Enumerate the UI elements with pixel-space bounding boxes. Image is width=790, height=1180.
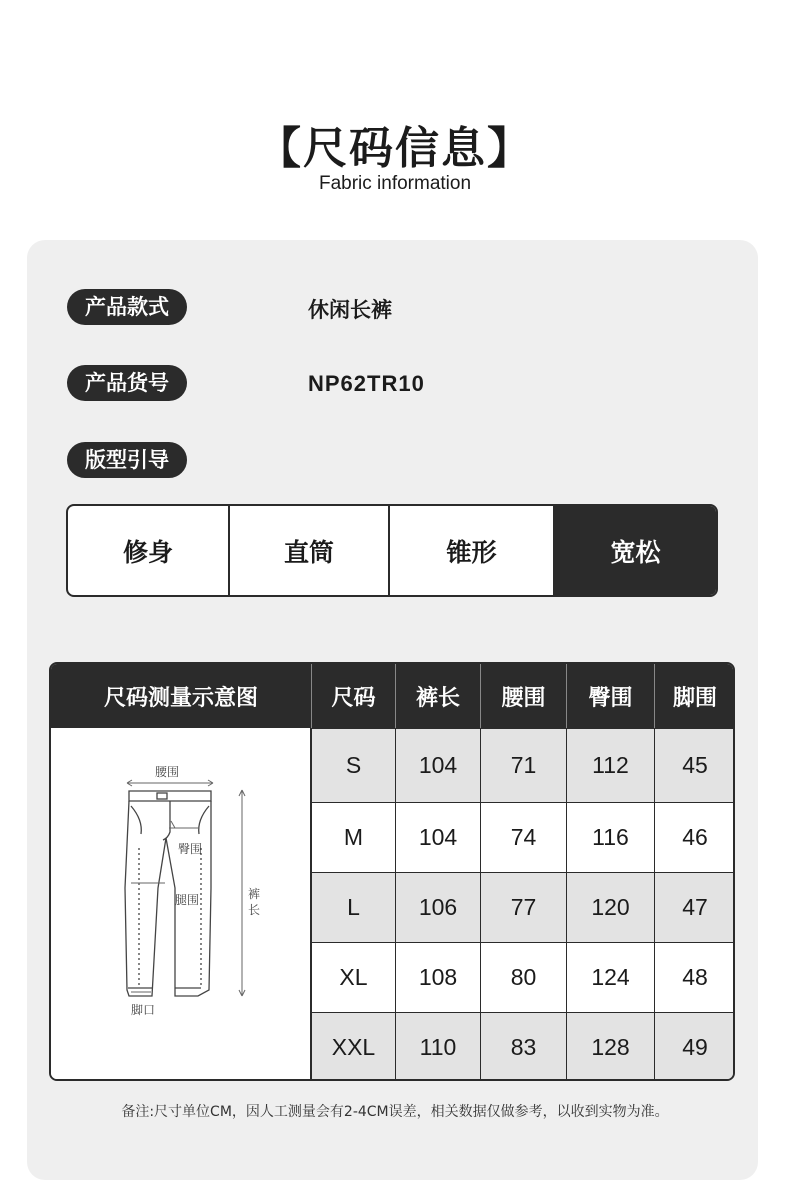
fit-option-tapered[interactable]: 锥形: [390, 506, 555, 595]
fit-option-slim[interactable]: 修身: [68, 506, 230, 595]
table-cell: M: [311, 802, 395, 872]
label-hip: 臀围: [178, 842, 203, 856]
table-cell: 104: [395, 802, 480, 872]
table-cell: XL: [311, 942, 395, 1012]
pants-illustration: [51, 728, 309, 1081]
table-cell: 47: [654, 872, 735, 942]
label-hem: 脚口: [131, 1003, 156, 1017]
table-cell: 49: [654, 1012, 735, 1081]
table-cell: 128: [566, 1012, 654, 1081]
table-cell: 80: [480, 942, 566, 1012]
style-label-pill: 产品款式: [67, 289, 187, 325]
table-cell: 77: [480, 872, 566, 942]
table-cell: 104: [395, 728, 480, 802]
table-cell: 45: [654, 728, 735, 802]
measurement-diagram: [51, 728, 311, 1081]
table-cell: 124: [566, 942, 654, 1012]
column-header-waist: 腰围: [480, 664, 566, 728]
table-cell: L: [311, 872, 395, 942]
table-cell: 116: [566, 802, 654, 872]
table-cell: S: [311, 728, 395, 802]
table-cell: 71: [480, 728, 566, 802]
label-thigh: 腿围: [175, 893, 200, 907]
table-cell: 112: [566, 728, 654, 802]
label-length-bottom: 长: [248, 903, 261, 917]
diagram-header: 尺码测量示意图: [51, 664, 311, 728]
page-subtitle: Fabric information: [318, 173, 472, 194]
label-length-top: 裤: [248, 887, 261, 901]
fit-selector: [66, 504, 718, 597]
table-cell: 106: [395, 872, 480, 942]
code-value: NP62TR10: [308, 371, 425, 396]
code-label-pill: 产品货号: [67, 365, 187, 401]
table-cell: 74: [480, 802, 566, 872]
label-waist: 腰围: [155, 765, 180, 779]
table-cell: 48: [654, 942, 735, 1012]
fit-option-loose[interactable]: 宽松: [555, 506, 716, 595]
table-cell: 108: [395, 942, 480, 1012]
table-cell: 46: [654, 802, 735, 872]
column-header-hem: 脚围: [654, 664, 735, 728]
page-title: 【尺码信息】: [257, 123, 533, 174]
table-cell: 120: [566, 872, 654, 942]
footnote: 备注:尺寸单位CM，因人工测量会有2-4CM误差，相关数据仅做参考，以收到实物为准。: [121, 1104, 669, 1120]
table-cell: 110: [395, 1012, 480, 1081]
fit-label-pill: 版型引导: [67, 442, 187, 478]
column-header-size: 尺码: [311, 664, 395, 728]
style-value: 休闲长裤: [308, 298, 392, 322]
table-cell: 83: [480, 1012, 566, 1081]
column-header-hip: 臀围: [566, 664, 654, 728]
column-header-length: 裤长: [395, 664, 480, 728]
size-table: [49, 662, 735, 1081]
fit-option-straight[interactable]: 直筒: [230, 506, 390, 595]
table-cell: XXL: [311, 1012, 395, 1081]
